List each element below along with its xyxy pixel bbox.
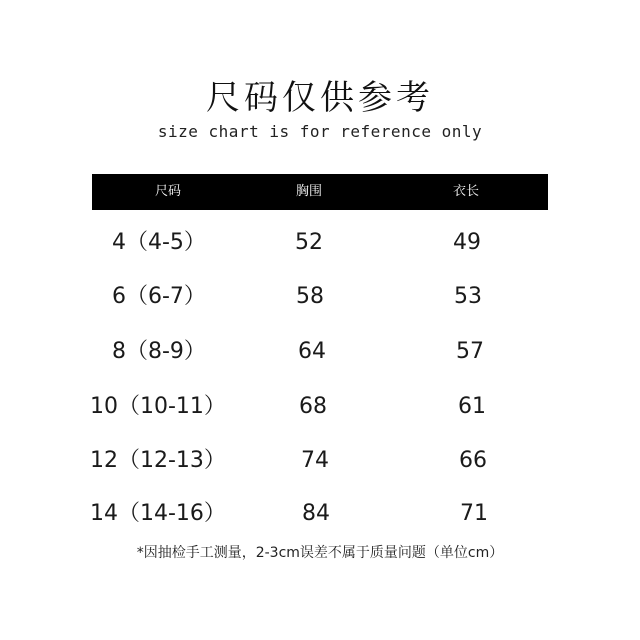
table-row-length: 61: [458, 394, 486, 419]
table-row-size: 14（14-16）: [90, 501, 226, 526]
table-row-chest: 52: [295, 230, 323, 255]
table-row-length: 49: [453, 230, 481, 255]
table-row-length: 57: [456, 339, 484, 364]
header-length: 衣长: [452, 184, 479, 199]
table-row-size: 6（6-7）: [112, 284, 206, 309]
page-subtitle: size chart is for reference only: [157, 122, 483, 141]
table-row-size: 10（10-11）: [90, 394, 226, 419]
table-row-length: 71: [460, 501, 488, 526]
table-row-size: 12（12-13）: [90, 448, 226, 473]
table-row-chest: 84: [302, 501, 330, 526]
table-row-chest: 74: [301, 448, 329, 473]
table-row-length: 66: [459, 448, 487, 473]
header-chest: 胸围: [295, 184, 322, 199]
table-row-chest: 68: [299, 394, 327, 419]
page-title: 尺码仅供参考: [206, 78, 434, 118]
table-row-chest: 58: [296, 284, 324, 309]
table-row-size: 8（8-9）: [112, 339, 206, 364]
table-row-size: 4（4-5）: [112, 230, 206, 255]
measurement-note: *因抽检手工测量，2-3cm误差不属于质量问题（单位cm）: [136, 545, 504, 561]
table-row-length: 53: [454, 284, 482, 309]
header-size: 尺码: [154, 184, 181, 199]
table-row-chest: 64: [298, 339, 326, 364]
